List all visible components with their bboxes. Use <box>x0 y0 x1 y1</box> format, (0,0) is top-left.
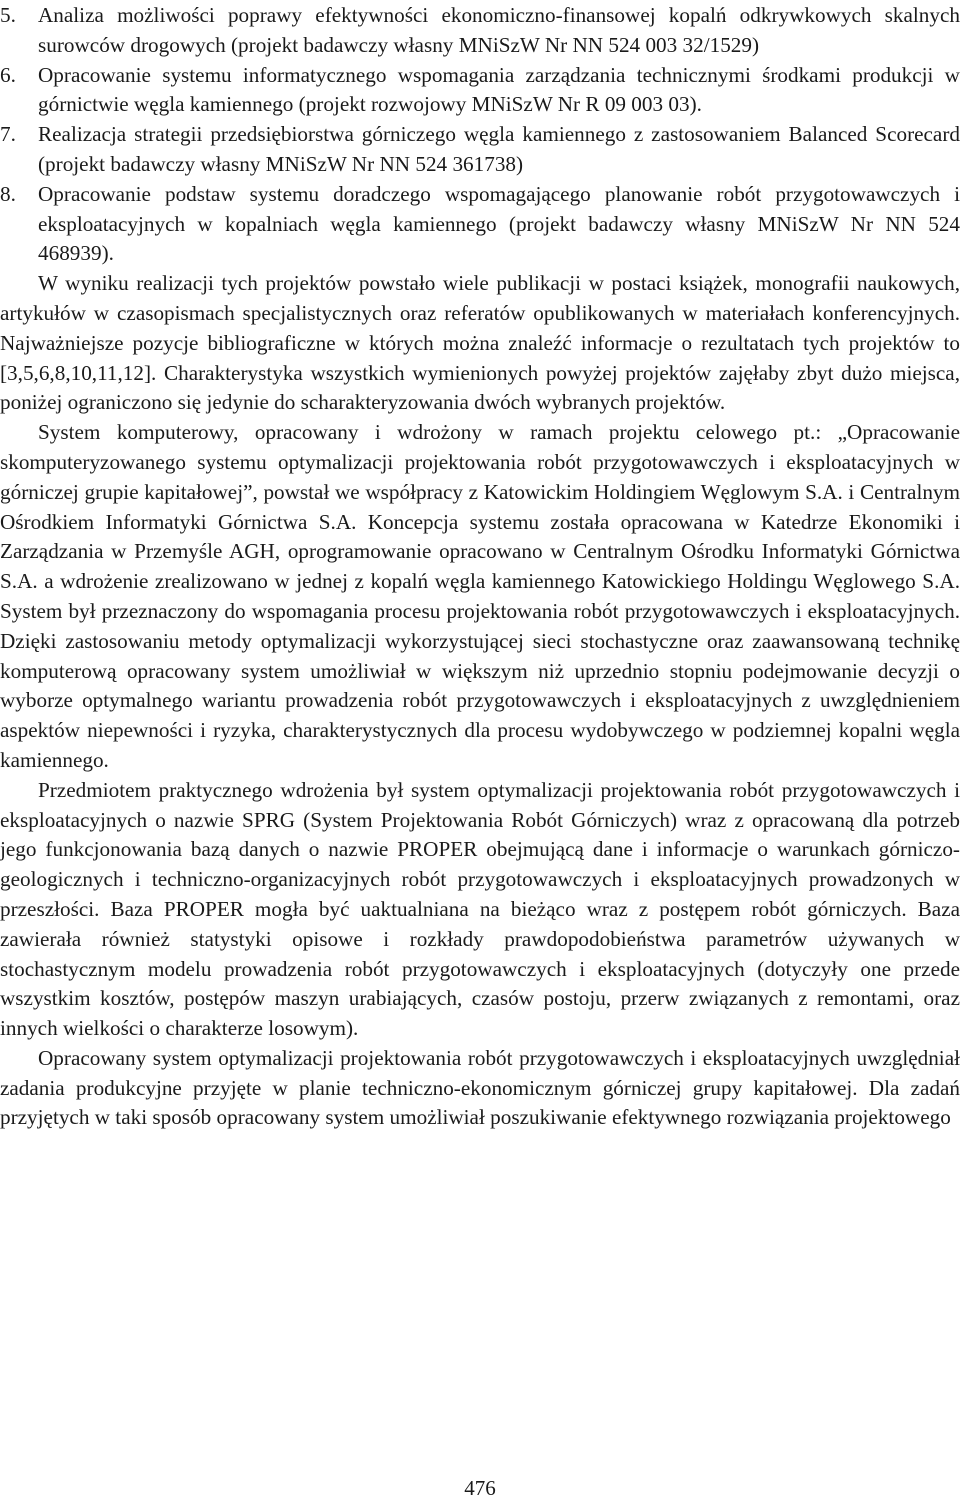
list-item <box>0 1 960 61</box>
list-item-text: Opracowanie podstaw systemu doradczego wspomagającego planowanie robót przygotowawczych i eksploatacyjnych w kopalniach węgla kamiennego (projekt badawczy własny MNiSzW Nr NN 524 468939). <box>38 181 960 266</box>
list-item-number: 7. <box>0 122 16 147</box>
list-item-number: 6. <box>0 62 16 87</box>
list-item <box>0 120 960 180</box>
list-item-number: 8. <box>0 181 16 206</box>
list-item-number: 5. <box>0 3 16 27</box>
page-body <box>0 1 960 1133</box>
list-item-text: Realizacja strategii przedsiębiorstwa górniczego węgla kamiennego z zastosowaniem Balanced Scorecard (projekt badawczy własny MNiSzW Nr NN 524 361738) <box>38 122 960 176</box>
list-item <box>0 180 960 269</box>
list-item-text: Analiza możliwości poprawy efektywności ekonomiczno-finansowej kopalń odkrywkowych skalnych surowców drogowych (projekt badawczy własny MNiSzW Nr NN 524 003 32/1529) <box>38 3 960 57</box>
list-item <box>0 61 960 121</box>
page-number: 476 <box>464 1476 496 1500</box>
list-item-text: Opracowanie systemu informatycznego wspomagania zarządzania technicznymi środkami produkcji w górnictwie węgla kamiennego (projekt rozwojowy MNiSzW Nr R 09 003 03). <box>38 62 960 117</box>
project-list <box>0 1 960 269</box>
paragraph-optimization: Opracowany system optymalizacji projektowania robót przygotowawczych i eksploatacyjnych uwzględniał zadania produkcyjne przyjęte w planie techniczno-ekonomicznym górniczej grupy kapitałowej. Dla zadań przyjętych w taki sposób opracowany system umożliwiał poszukiwanie efektywnego rozwiązania projektowego <box>0 1045 960 1130</box>
paragraph-publications: W wyniku realizacji tych projektów powstało wiele publikacji w postaci książek, monografii naukowych, artykułów w czasopismach specjalistycznych oraz referatów opublikowanych w materiałach konferencyjnych. Najważniejsze pozycje bibliograficzne w których można znaleźć informacje o rezultatach tych projektów to [3,5,6,8,10,11,12]. Charakterystyka wszystkich wymienionych powyżej projektów zajęłaby zbyt dużo miejsca, poniżej ograniczono się jedynie do scharakteryzowania dwóch wybranych projektów. <box>0 271 960 415</box>
paragraph-system-description: System komputerowy, opracowany i wdrożony w ramach projektu celowego pt.: „Opracowanie skomputeryzowanego systemu optymalizacji projektowania robót przygotowawczych i eksploatacyjnych w górniczej grupie kapitałowej”, powstał we współpracy z Katowickim Holdingiem Węglowym S.A. i Centralnym Ośrodkiem Informatyki Górnictwa S.A. Koncepcja systemu została opracowana w Katedrze Ekonomiki i Zarządzania w Przemyśle AGH, oprogramowanie opracowano w Centralnym Ośrodku Informatyki Górnictwa S.A. a wdrożenie zrealizowano w jednej z kopalń węgla kamiennego Katowickiego Holdingu Węglowego S.A. System był przeznaczony do wspomagania procesu projektowania robót przygotowawczych i eksploatacyjnych. Dzięki zastosowaniu metody optymalizacji wykorzystującej sieci stochastyczne oraz zaawansowaną technikę komputerową opracowany system umożliwiał w większym niż uprzednio stopniu podejmowanie decyzji o wyborze optymalnego wariantu prowadzenia robót przygotowawczych i eksploatacyjnych z uwzględnieniem aspektów niepewności i ryzyka, charakterystycznych dla procesu wydobywczego w podziemnej kopalni węgla kamiennego. <box>0 420 960 772</box>
paragraph-sprg-proper: Przedmiotem praktycznego wdrożenia był system optymalizacji projektowania robót przygotowawczych i eksploatacyjnych o nazwie SPRG (System Projektowania Robót Górniczych) wraz z opracowaną dla potrzeb jego funkcjonowania bazą danych o nazwie PROPER obejmującą dane i informacje o warunkach górniczo-geologicznych i techniczno-organizacyjnych robót przygotowawczych i eksploatacyjnych prowadzonych w przeszłości. Baza PROPER mogła być uaktualniana na bieżąco wraz z postępem robót górniczych. Baza zawierała również statystyki opisowe i rozkłady prawdopodobieństwa parametrów używanych w stochastycznym modelu prowadzenia robót przygotowawczych i eksploatacyjnych (dotyczyły one przede wszystkim kosztów, postępów maszyn urabiających, czasów postoju, przerw związanych z remontami, oraz innych wielkości o charakterze losowym). <box>0 777 960 1041</box>
